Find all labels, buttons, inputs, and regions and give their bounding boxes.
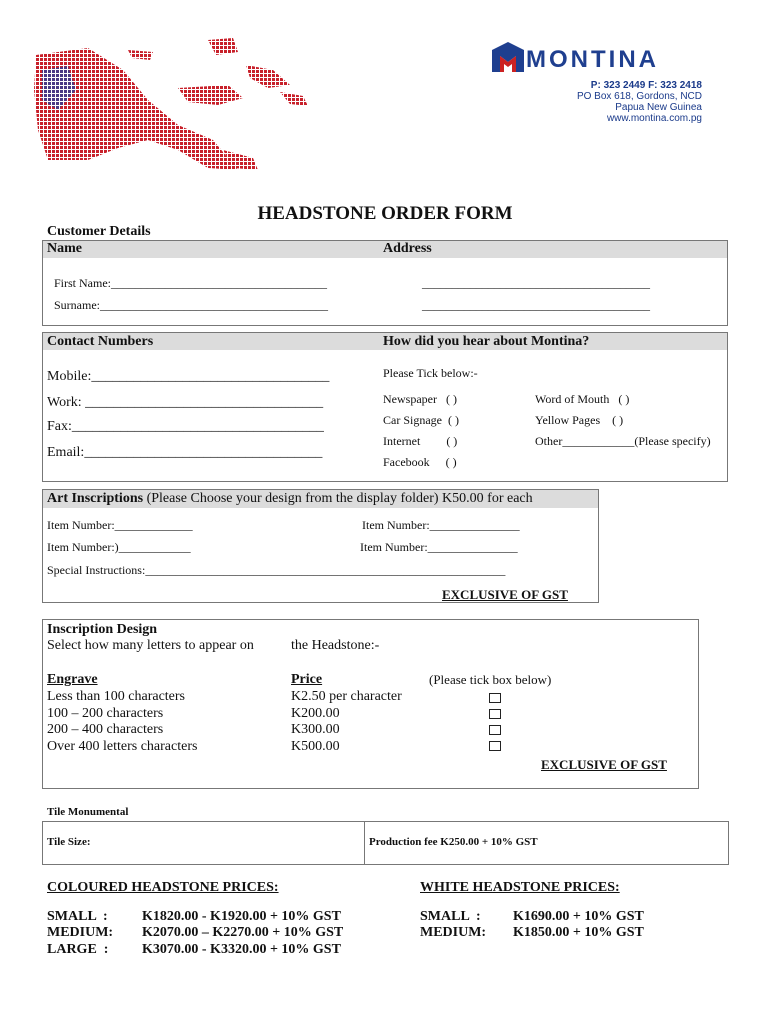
address-header: Address [383, 241, 432, 256]
address-line-2[interactable]: ______________________________________ [422, 298, 650, 312]
tile-production-fee: Production fee K250.00 + 10% GST [369, 836, 538, 848]
company-contact: P: 323 2449 F: 323 2418 PO Box 618, Gordons, NCD Papua New Guinea www.montina.com.pg [576, 80, 702, 124]
first-name-field[interactable]: First Name:____________________________________ [54, 276, 327, 290]
tick-checkbox-3[interactable] [489, 725, 501, 735]
price-row-3: K300.00 [291, 722, 340, 737]
coloured-prices-title: COLOURED HEADSTONE PRICES: [47, 880, 279, 895]
coloured-size-large: LARGE : [47, 942, 109, 957]
price-row-2: K200.00 [291, 706, 340, 721]
special-instructions[interactable]: Special Instructions:____________________________________________________________ [47, 563, 506, 577]
work-field[interactable]: Work: __________________________________ [47, 395, 324, 410]
inscription-gst-note: EXCLUSIVE OF GST [541, 757, 667, 772]
coloured-size-small: SMALL : [47, 909, 108, 924]
white-prices-title: WHITE HEADSTONE PRICES: [420, 880, 620, 895]
option-word-of-mouth[interactable]: Word of Mouth ( ) [535, 392, 630, 406]
engrave-row-4: Over 400 letters characters [47, 739, 198, 754]
customer-section-label: Customer Details [47, 224, 151, 239]
item-number-1[interactable]: Item Number:_____________ [47, 518, 193, 532]
engrave-row-3: 200 – 400 characters [47, 722, 164, 737]
item-number-3[interactable]: Item Number:)____________ [47, 540, 191, 554]
tile-title: Tile Monumental [47, 806, 129, 818]
tick-checkbox-4[interactable] [489, 741, 501, 751]
option-newspaper[interactable]: Newspaper ( ) [383, 392, 457, 406]
white-size-small: SMALL : [420, 909, 481, 924]
option-facebook[interactable]: Facebook ( ) [383, 455, 457, 469]
coloured-size-medium: MEDIUM: [47, 925, 114, 940]
surname-field[interactable]: Surname:______________________________________ [54, 298, 328, 312]
tick-checkbox-2[interactable] [489, 709, 501, 719]
tile-divider [364, 822, 365, 864]
name-header: Name [47, 241, 82, 256]
engrave-row-2: 100 – 200 characters [47, 706, 164, 721]
png-map-graphic [28, 30, 318, 190]
page-title: HEADSTONE ORDER FORM [257, 203, 513, 224]
art-gst-note: EXCLUSIVE OF GST [442, 587, 568, 602]
inscription-title: Inscription Design [47, 622, 158, 637]
tick-box-note: (Please tick box below) [429, 672, 552, 687]
price-row-1: K2.50 per character [291, 689, 402, 704]
engrave-header: Engrave [47, 672, 98, 687]
coloured-price-large: K3070.00 - K3320.00 + 10% GST [142, 942, 341, 957]
tick-instruction: Please Tick below:- [383, 366, 478, 380]
montina-logo-icon [492, 42, 524, 72]
white-price-medium: K1850.00 + 10% GST [513, 925, 644, 940]
option-car-signage[interactable]: Car Signage ( ) [383, 413, 459, 427]
item-number-4[interactable]: Item Number:_______________ [360, 540, 518, 554]
inscription-question: Select how many letters to appear on [47, 638, 254, 653]
logo-text: MONTINA [526, 46, 659, 73]
price-header: Price [291, 672, 323, 687]
engrave-row-1: Less than 100 characters [47, 689, 185, 704]
mobile-field[interactable]: Mobile:__________________________________ [47, 369, 330, 384]
option-yellow-pages[interactable]: Yellow Pages ( ) [535, 413, 624, 427]
white-price-small: K1690.00 + 10% GST [513, 909, 644, 924]
coloured-price-medium: K2070.00 – K2270.00 + 10% GST [142, 925, 344, 940]
hear-about-header: How did you hear about Montina? [383, 334, 590, 349]
contact-numbers-header: Contact Numbers [47, 334, 154, 349]
option-other[interactable]: Other____________(Please specify) [535, 434, 711, 448]
item-number-2[interactable]: Item Number:_______________ [362, 518, 520, 532]
tick-checkbox-1[interactable] [489, 693, 501, 703]
inscription-question-end: the Headstone:- [291, 638, 380, 653]
address-line-1[interactable]: ______________________________________ [422, 276, 650, 290]
email-field[interactable]: Email:__________________________________ [47, 445, 323, 460]
tile-size-label[interactable]: Tile Size: [47, 836, 91, 848]
price-row-4: K500.00 [291, 739, 340, 754]
option-internet[interactable]: Internet ( ) [383, 434, 458, 448]
coloured-price-small: K1820.00 - K1920.00 + 10% GST [142, 909, 341, 924]
white-size-medium: MEDIUM: [420, 925, 487, 940]
art-header: Art Inscriptions (Please Choose your design from the display folder) K50.00 for each [47, 491, 533, 506]
fax-field[interactable]: Fax:____________________________________ [47, 419, 324, 434]
